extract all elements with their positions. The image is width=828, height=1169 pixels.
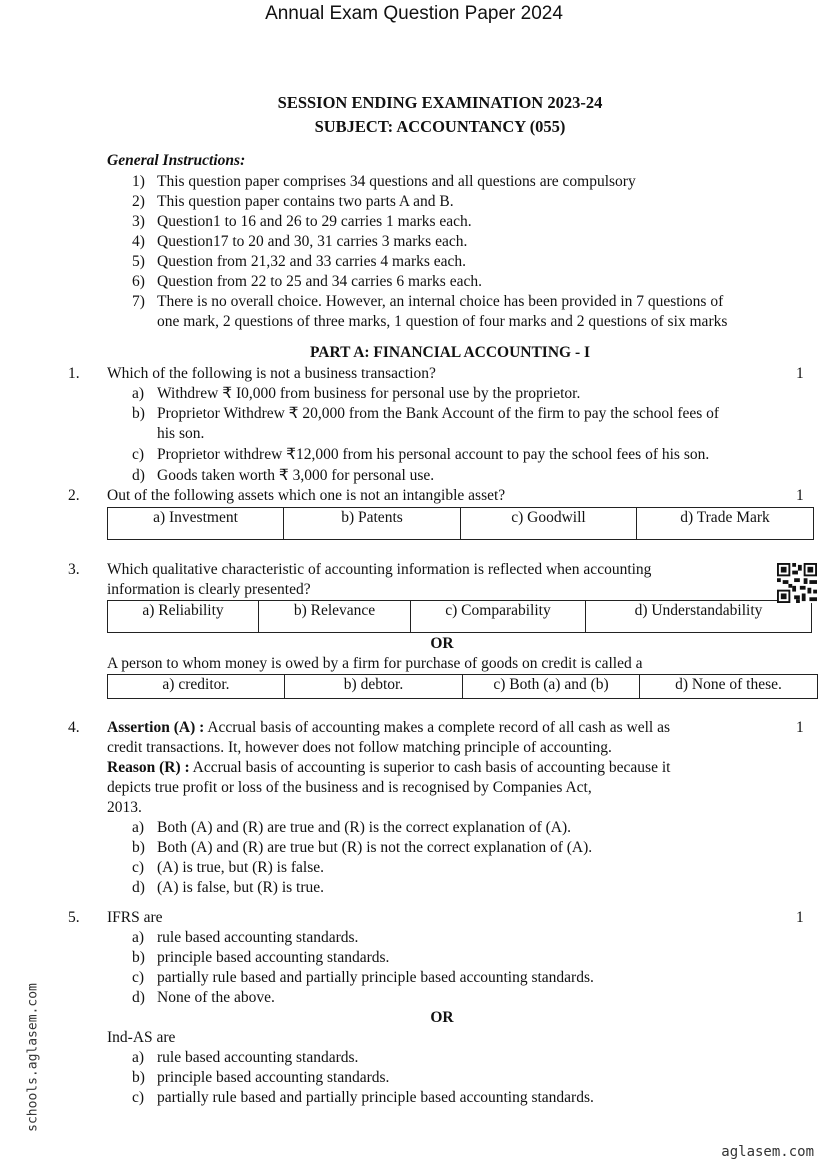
option-text: (A) is true, but (R) is false. [157, 859, 325, 876]
question-text-continued: depicts true profit or loss of the business and is recognised by Companies Act, [107, 779, 592, 796]
question-text-continued: information is clearly presented? [107, 581, 311, 598]
question-number: 1. [68, 365, 80, 382]
option-text: rule based accounting standards. [157, 1049, 359, 1066]
instruction-number: 6) [132, 273, 145, 290]
option-letter: a) [132, 1049, 145, 1066]
instruction-number: 5) [132, 253, 145, 270]
footer-watermark: aglasem.com [721, 1144, 814, 1160]
option-text: Goods taken worth ₹ 3,000 for personal use. [157, 467, 435, 484]
option-cell: b) Relevance [259, 601, 411, 633]
assertion-line [107, 718, 670, 738]
part-a-heading: PART A: FINANCIAL ACCOUNTING - I [309, 344, 591, 361]
option-cell: d) Understandability [586, 601, 812, 633]
qr-code-icon [777, 563, 817, 603]
option-text: Withdrew ₹ I0,000 from business for personal use by the proprietor. [157, 385, 581, 402]
instruction-text: Question1 to 16 and 26 to 29 carries 1 marks each. [157, 213, 472, 230]
option-cell: a) Investment [108, 508, 284, 540]
instruction-text: Question from 22 to 25 and 34 carries 6 marks each. [157, 273, 482, 290]
assertion-text: Accrual basis of accounting makes a complete record of all cash as well as [204, 719, 670, 736]
side-watermark: schools.aglasem.com [25, 983, 41, 1132]
instruction-text: Question from 21,32 and 33 carries 4 marks each. [157, 253, 467, 270]
question-text: Which qualitative characteristic of accounting information is reflected when accounting [107, 561, 652, 578]
option-cell: c) Comparability [411, 601, 586, 633]
option-cell: d) None of these. [640, 675, 818, 699]
option-text: Proprietor withdrew ₹12,000 from his personal account to pay the school fees of his son. [157, 446, 710, 463]
instruction-text: Question17 to 20 and 30, 31 carries 3 marks each. [157, 233, 468, 250]
subject-title: SUBJECT: ACCOUNTANCY (055) [314, 117, 566, 136]
instruction-number: 1) [132, 173, 145, 190]
option-text: Both (A) and (R) are true but (R) is not the correct explanation of (A). [157, 839, 593, 856]
option-letter: c) [132, 859, 145, 876]
instruction-text: This question paper contains two parts A and B. [157, 193, 454, 210]
question-number: 5. [68, 909, 80, 926]
options-table [107, 600, 812, 633]
reason-text: Accrual basis of accounting is superior to cash basis of accounting because it [189, 759, 671, 776]
option-cell: b) debtor. [285, 675, 463, 699]
instruction-text: This question paper comprises 34 questions and all questions are compulsory [157, 173, 636, 190]
alternate-question-text: A person to whom money is owed by a firm for purchase of goods on credit is called a [107, 655, 643, 672]
instruction-number: 3) [132, 213, 145, 230]
option-text: principle based accounting standards. [157, 949, 390, 966]
question-marks: 1 [796, 719, 804, 736]
option-text: rule based accounting standards. [157, 929, 359, 946]
question-number: 3. [68, 561, 80, 578]
option-text: principle based accounting standards. [157, 1069, 390, 1086]
alternate-question-text: Ind-AS are [107, 1029, 176, 1046]
option-cell: a) Reliability [108, 601, 259, 633]
instructions-heading: General Instructions: [107, 152, 246, 169]
option-cell: c) Goodwill [461, 508, 637, 540]
option-letter: b) [132, 949, 145, 966]
option-letter: d) [132, 989, 145, 1006]
instruction-text: There is no overall choice. However, an internal choice has been provided in 7 questions of [157, 293, 724, 310]
or-divider: OR [430, 635, 454, 652]
question-text: Which of the following is not a business transaction? [107, 365, 436, 382]
exam-title: SESSION ENDING EXAMINATION 2023-24 [277, 93, 603, 112]
instruction-number: 7) [132, 293, 145, 310]
question-number: 4. [68, 719, 80, 736]
option-letter: a) [132, 819, 145, 836]
assertion-label: Assertion (A) : [107, 719, 205, 736]
question-marks: 1 [796, 909, 804, 926]
option-text: Proprietor Withdrew ₹ 20,000 from the Bank Account of the firm to pay the school fees of [157, 405, 720, 422]
option-text: (A) is false, but (R) is true. [157, 879, 325, 896]
reason-label: Reason (R) : [107, 759, 190, 776]
instruction-text-continued: one mark, 2 questions of three marks, 1 question of four marks and 2 questions of six marks [157, 313, 728, 330]
option-letter: a) [132, 929, 145, 946]
option-letter: c) [132, 446, 145, 463]
option-cell: a) creditor. [108, 675, 285, 699]
or-divider: OR [430, 1009, 454, 1026]
option-letter: c) [132, 969, 145, 986]
option-letter: d) [132, 467, 145, 484]
option-letter: b) [132, 405, 145, 422]
option-text-continued: his son. [157, 425, 205, 442]
reason-line [107, 758, 670, 778]
option-letter: c) [132, 1089, 145, 1106]
instruction-number: 2) [132, 193, 145, 210]
question-number: 2. [68, 487, 80, 504]
question-text-continued: 2013. [107, 799, 142, 816]
question-text: IFRS are [107, 909, 163, 926]
option-cell: d) Trade Mark [637, 508, 814, 540]
instruction-number: 4) [132, 233, 145, 250]
alternate-options-table [107, 674, 818, 699]
option-letter: b) [132, 1069, 145, 1086]
option-cell: c) Both (a) and (b) [463, 675, 640, 699]
question-marks: 1 [796, 365, 804, 382]
question-text-continued: credit transactions. It, however does not follow matching principle of accounting. [107, 739, 612, 756]
question-text: Out of the following assets which one is not an intangible asset? [107, 487, 506, 504]
options-table [107, 507, 814, 540]
option-letter: b) [132, 839, 145, 856]
question-marks: 1 [796, 487, 804, 504]
option-letter: a) [132, 385, 145, 402]
page-banner: Annual Exam Question Paper 2024 [265, 3, 563, 24]
option-letter: d) [132, 879, 145, 896]
option-text: Both (A) and (R) are true and (R) is the correct explanation of (A). [157, 819, 572, 836]
option-cell: b) Patents [284, 508, 461, 540]
option-text: None of the above. [157, 989, 275, 1006]
option-text: partially rule based and partially principle based accounting standards. [157, 969, 594, 986]
option-text: partially rule based and partially principle based accounting standards. [157, 1089, 594, 1106]
